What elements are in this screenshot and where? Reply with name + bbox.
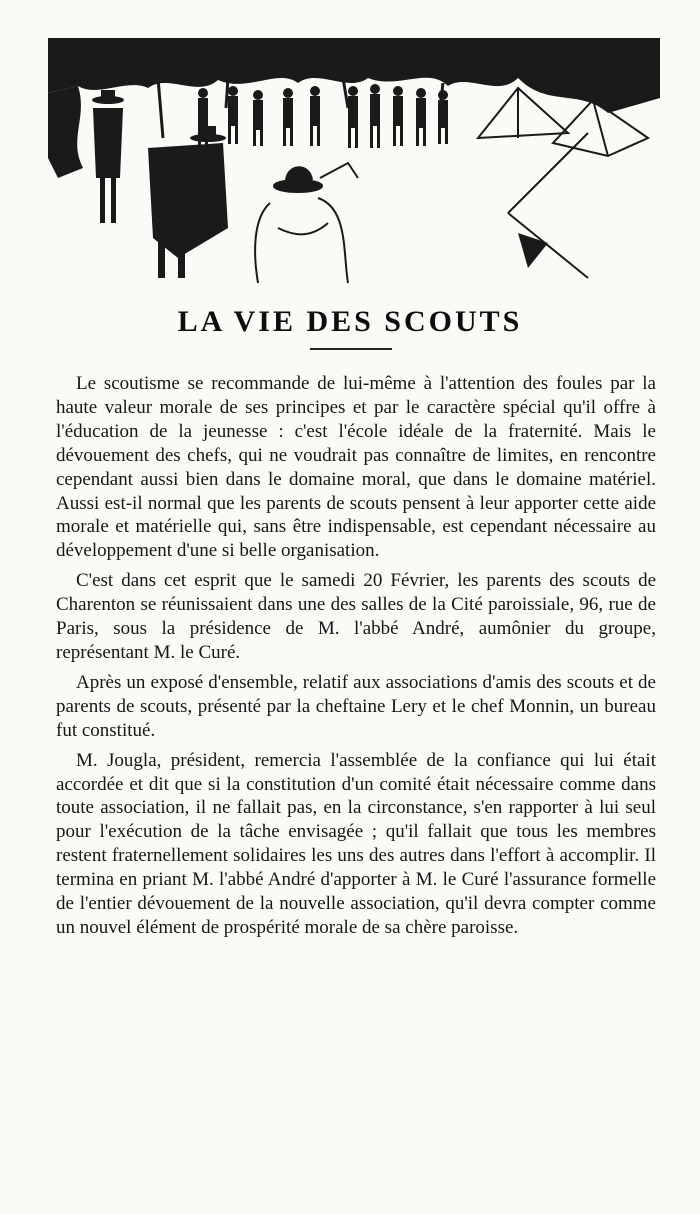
paragraph-2: C'est dans cet esprit que le samedi 20 Février, les parents des scouts de Charenton se réunissaient dans une des salles de la Cité paroissiale, 96, rue de Paris, sous la présidence de M. l'abbé André, aumônier du groupe, représentant M. le Curé. xyxy=(56,570,656,663)
paragraph-1: Le scoutisme se recommande de lui-même à l'attention des foules par la haute valeur morale de ses principes et par le caractère spécial qu'il offre à l'éducation de la jeunesse : c'est l'école idéale de la fraternité. Mais le dévouement des chefs, qui ne voudrait pas connaître de limites, en rencontre cependant aussi bien dans le domaine moral, que dans le domaine matériel. Aussi est-il normal que les parents de scouts pensent à leur apporter cette aide morale et matérielle qui, sans être indispensable, est cependant nécessaire au développement d'une si belle organisation. xyxy=(56,373,656,562)
paragraph-4: M. Jougla, président, remercia l'assemblée de la confiance qui lui était accordée et dit que si la constitution d'un comité était nécessaire comme dans toute association, il ne fallait pas, en la circonstance, s'en rapporter à lui seul pour l'exécution de la tâche envisagée ; qu'il fallait que tous les membres restent fraternellement solidaires les uns des autres dans l'effort à accomplir. Il termina en priant M. l'abbé André d'apporter à M. le Curé l'assurance formelle de l'entier dévouement de la nouvelle association, qu'il devra compter comme un nouvel élément de prospérité morale de sa chère paroisse. xyxy=(56,749,656,938)
article-body xyxy=(56,372,656,946)
scouts-camp-salute-illustration xyxy=(48,38,660,288)
paragraph-3: Après un exposé d'ensemble, relatif aux associations d'amis des scouts et de parents de scouts, présenté par la cheftaine Lery et le chef Monnin, un bureau fut constitué. xyxy=(56,671,656,741)
page-title: LA VIE DES SCOUTS xyxy=(177,305,523,338)
title-divider xyxy=(310,348,392,350)
